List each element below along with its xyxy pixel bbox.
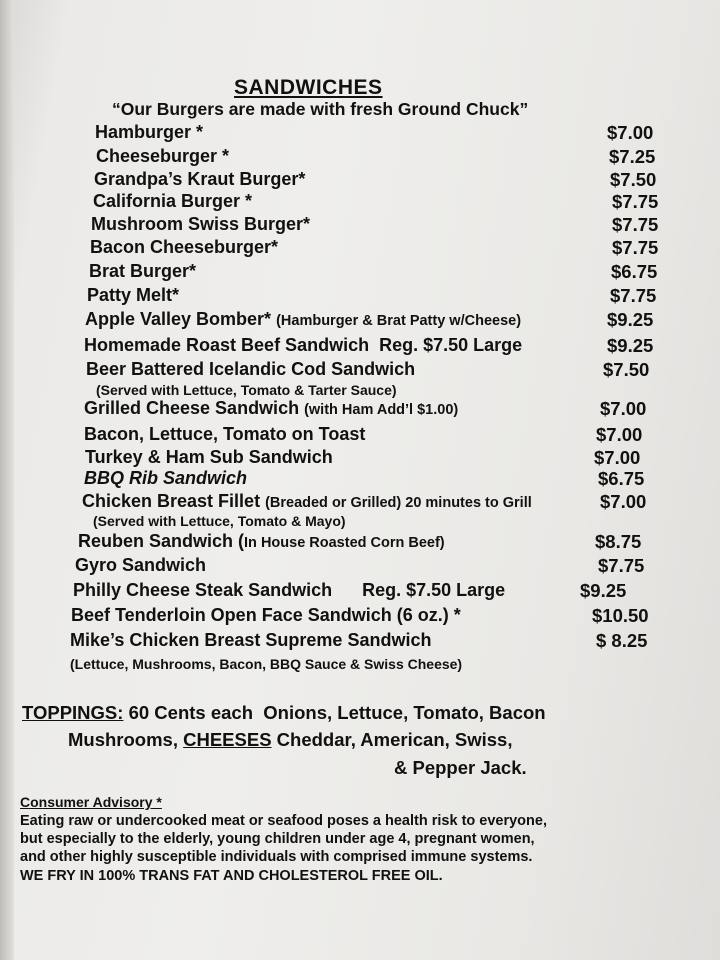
item-price: $9.25 — [607, 335, 654, 356]
advisory-line: and other highly susceptible individuals with comprised immune systems. — [20, 849, 533, 865]
toppings-line2-start: Mushrooms, — [68, 729, 184, 750]
item-price: $6.75 — [598, 468, 645, 489]
item-name: California Burger * — [93, 191, 253, 211]
menu-item — [0, 261, 720, 285]
item-subnote: (Served with Lettuce, Tomato & Mayo) — [93, 513, 346, 529]
item-note: (with Ham Add’l $1.00) — [304, 402, 459, 418]
item-price: $6.75 — [611, 261, 658, 282]
item-price: $7.00 — [596, 424, 643, 445]
item-price: $10.50 — [592, 605, 649, 626]
item-price: $7.00 — [600, 398, 647, 419]
menu-item — [0, 359, 720, 383]
item-note: (Breaded or Grilled) 20 minutes to Grill — [265, 495, 532, 511]
toppings-price-text: 60 Cents each Onions, Lettuce, Tomato, Bacon — [123, 702, 546, 723]
menu-item — [0, 237, 720, 261]
menu-tagline: “Our Burgers are made with fresh Ground Chuck” — [112, 99, 529, 119]
item-name: Reuben Sandwich ( — [78, 531, 245, 551]
item-price: $7.75 — [610, 285, 657, 306]
menu-item — [0, 491, 720, 515]
item-note: In House Roasted Corn Beef) — [244, 535, 445, 551]
item-price: $7.50 — [610, 169, 657, 190]
item-price: $7.50 — [603, 359, 650, 380]
item-name: Philly Cheese Steak Sandwich Reg. $7.50 Large — [73, 580, 506, 600]
item-name: Grandpa’s Kraut Burger* — [94, 169, 306, 189]
menu-item — [0, 605, 720, 629]
item-name: Bacon, Lettuce, Tomato on Toast — [84, 424, 366, 444]
item-name: Homemade Roast Beef Sandwich Reg. $7.50 Large — [84, 335, 523, 355]
item-name: BBQ Rib Sandwich — [84, 468, 248, 488]
item-price: $8.75 — [595, 531, 642, 552]
item-price: $7.00 — [600, 491, 647, 512]
item-subnote: (Lettuce, Mushrooms, Bacon, BBQ Sauce & Swiss Cheese) — [70, 656, 463, 672]
item-name: Cheeseburger * — [96, 146, 230, 166]
menu-item — [0, 285, 720, 309]
item-price: $ 8.25 — [596, 630, 648, 651]
menu-item — [0, 335, 720, 359]
item-price: $7.00 — [607, 122, 654, 143]
advisory-title: Consumer Advisory * — [20, 794, 162, 810]
menu-item — [0, 531, 720, 555]
item-name: Turkey & Ham Sub Sandwich — [85, 447, 333, 467]
item-name: Mike’s Chicken Breast Supreme Sandwich — [70, 630, 432, 650]
toppings-line-2 — [68, 729, 512, 751]
item-subnote: (Served with Lettuce, Tomato & Tarter Sauce) — [96, 382, 397, 398]
item-name: Brat Burger* — [89, 261, 197, 281]
item-name: Apple Valley Bomber* — [85, 309, 277, 329]
item-price: $7.75 — [612, 191, 659, 212]
menu-item — [0, 555, 720, 579]
menu-item — [0, 214, 720, 238]
item-name: Beef Tenderloin Open Face Sandwich (6 oz.) * — [71, 605, 461, 625]
menu-item — [0, 191, 720, 215]
cheeses-label: CHEESES — [183, 729, 272, 750]
item-note: (Hamburger & Brat Patty w/Cheese) — [276, 313, 522, 329]
toppings-line2-end: Cheddar, American, Swiss, — [271, 729, 513, 750]
menu-item — [0, 169, 720, 193]
item-name: Patty Melt* — [87, 285, 180, 305]
toppings-label: TOPPINGS: — [22, 702, 124, 723]
menu-item — [0, 468, 720, 492]
menu-item — [0, 580, 720, 604]
toppings-line-3: & Pepper Jack. — [394, 757, 527, 778]
item-price: $7.25 — [609, 146, 656, 167]
item-name: Grilled Cheese Sandwich — [84, 398, 305, 418]
item-name: Hamburger * — [95, 122, 204, 142]
item-price: $9.25 — [580, 580, 627, 601]
item-price: $7.00 — [594, 447, 641, 468]
menu-item — [0, 398, 720, 422]
advisory-line: WE FRY IN 100% TRANS FAT AND CHOLESTEROL FREE OIL. — [20, 868, 443, 884]
item-name: Mushroom Swiss Burger* — [91, 214, 311, 234]
item-price: $7.75 — [598, 555, 645, 576]
menu-item — [0, 630, 720, 654]
item-price: $7.75 — [612, 214, 659, 235]
item-name: Chicken Breast Fillet — [82, 491, 266, 511]
item-name: Bacon Cheeseburger* — [90, 237, 279, 257]
item-price: $7.75 — [612, 237, 659, 258]
menu-item — [0, 309, 720, 333]
menu-item — [0, 424, 720, 448]
item-name: Beer Battered Icelandic Cod Sandwich — [86, 359, 416, 379]
menu-title: SANDWICHES — [234, 76, 383, 99]
menu-item — [0, 122, 720, 146]
item-name: Gyro Sandwich — [75, 555, 207, 575]
menu-item — [0, 146, 720, 170]
advisory-line: Eating raw or undercooked meat or seafood poses a health risk to everyone, — [20, 813, 547, 829]
item-price: $9.25 — [607, 309, 654, 330]
advisory-line: but especially to the elderly, young children under age 4, pregnant women, — [20, 831, 535, 847]
toppings-line-1 — [22, 702, 546, 724]
